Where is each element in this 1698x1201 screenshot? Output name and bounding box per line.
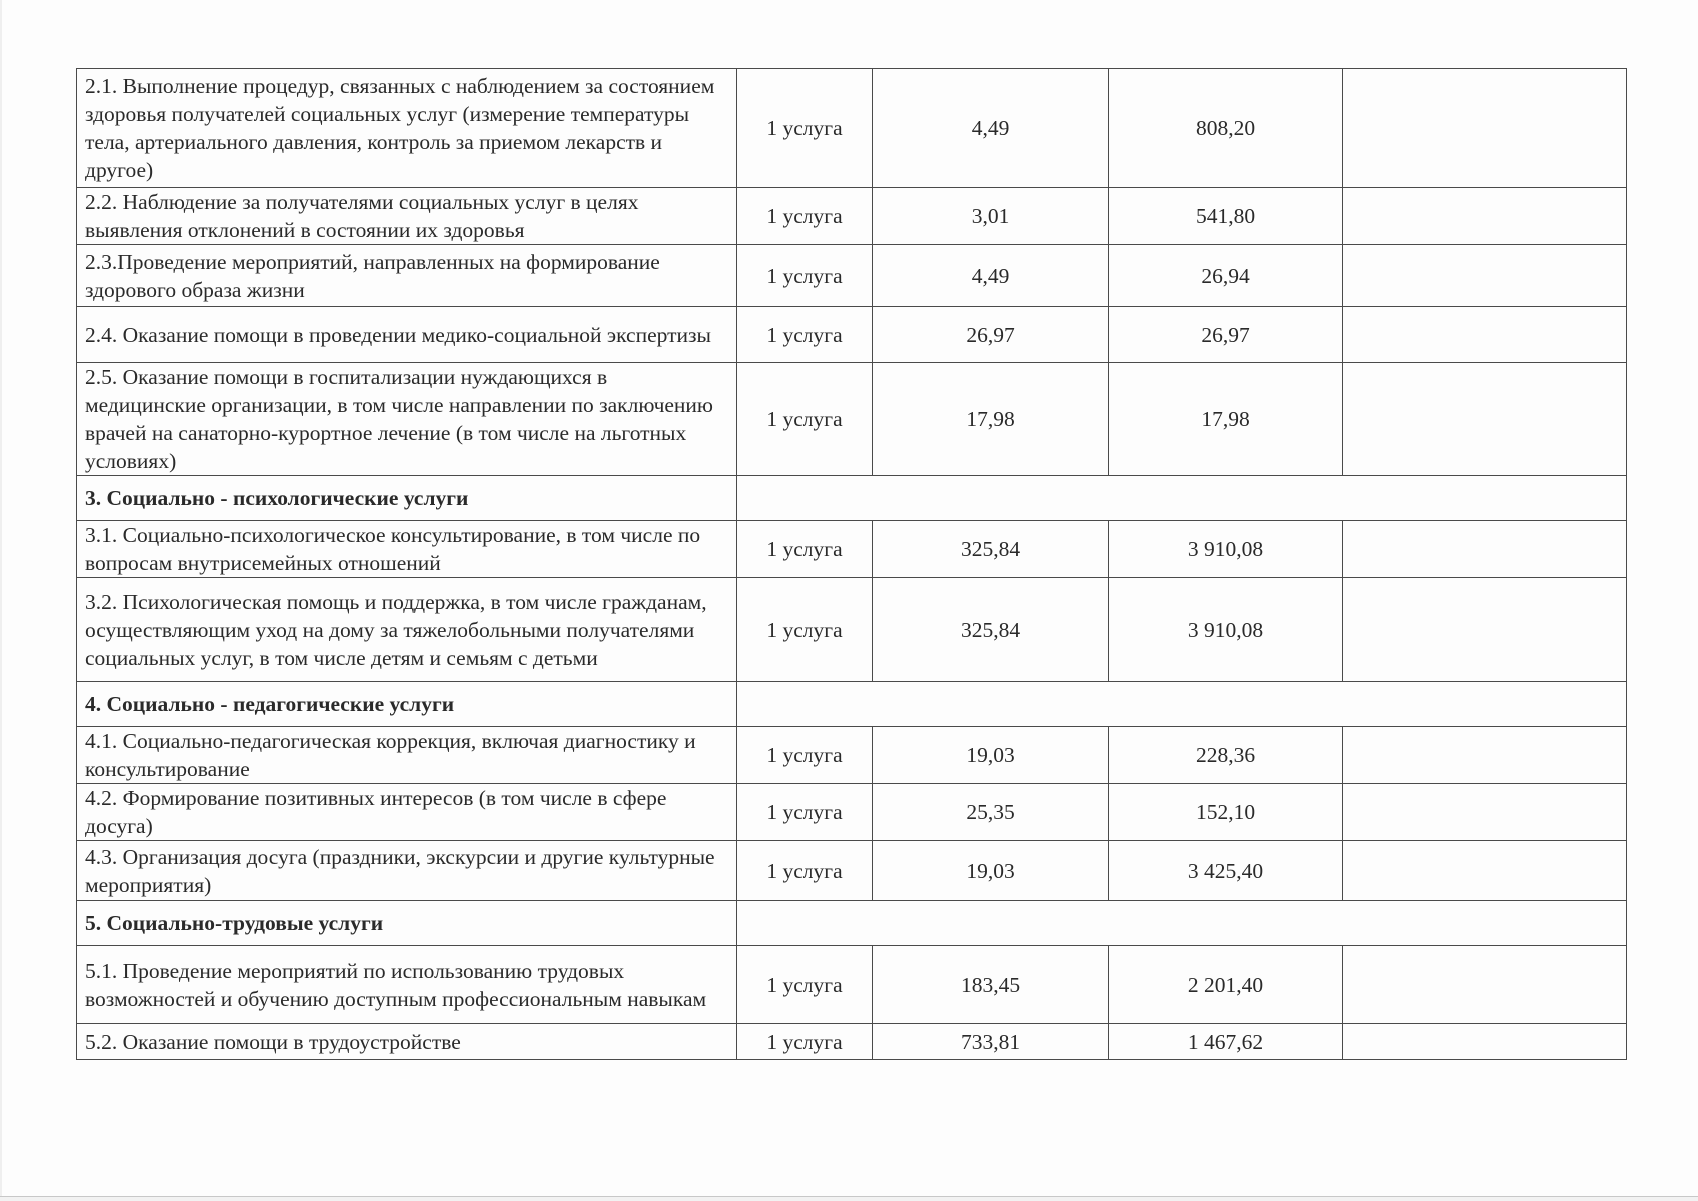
total-cell: 152,10 (1109, 784, 1343, 841)
service-name-cell: 2.4. Оказание помощи в проведении медико-социальной экспертизы (77, 307, 737, 363)
price-cell: 4,49 (873, 69, 1109, 188)
price-cell: 325,84 (873, 521, 1109, 578)
section-empty-cell (737, 682, 1627, 727)
unit-cell: 1 услуга (737, 521, 873, 578)
scan-edge (0, 0, 2, 1200)
note-cell (1343, 784, 1627, 841)
note-cell (1343, 69, 1627, 188)
total-cell: 3 425,40 (1109, 841, 1343, 901)
unit-cell: 1 услуга (737, 1024, 873, 1060)
price-cell: 4,49 (873, 245, 1109, 307)
note-cell (1343, 188, 1627, 245)
note-cell (1343, 578, 1627, 682)
table-row (77, 363, 1627, 476)
price-cell: 3,01 (873, 188, 1109, 245)
price-cell: 733,81 (873, 1024, 1109, 1060)
section-header-row (77, 476, 1627, 521)
total-cell: 2 201,40 (1109, 946, 1343, 1024)
unit-cell: 1 услуга (737, 841, 873, 901)
services-tariff-table (76, 68, 1627, 1060)
unit-cell: 1 услуга (737, 578, 873, 682)
table-row (77, 784, 1627, 841)
service-name-cell: 5.1. Проведение мероприятий по использованию трудовых возможностей и обучению доступным профессиональным навыкам (77, 946, 737, 1024)
table-row (77, 521, 1627, 578)
section-title: 4. Социально - педагогические услуги (77, 682, 737, 727)
service-name-cell: 3.2. Психологическая помощь и поддержка, в том числе гражданам, осуществляющим уход на дому за тяжелобольными получателями социальных услуг, в том числе детям и семьям с детьми (77, 578, 737, 682)
price-cell: 183,45 (873, 946, 1109, 1024)
table-row (77, 188, 1627, 245)
total-cell: 808,20 (1109, 69, 1343, 188)
service-name-cell: 3.1. Социально-психологическое консультирование, в том числе по вопросам внутрисемейных отношений (77, 521, 737, 578)
price-cell: 17,98 (873, 363, 1109, 476)
note-cell (1343, 363, 1627, 476)
unit-cell: 1 услуга (737, 307, 873, 363)
scan-edge (0, 1196, 1698, 1201)
table-row (77, 1024, 1627, 1060)
service-name-cell: 5.2. Оказание помощи в трудоустройстве (77, 1024, 737, 1060)
note-cell (1343, 1024, 1627, 1060)
service-name-cell: 2.3.Проведение мероприятий, направленных на формирование здорового образа жизни (77, 245, 737, 307)
section-title: 3. Социально - психологические услуги (77, 476, 737, 521)
table-row (77, 69, 1627, 188)
table-row (77, 841, 1627, 901)
section-header-row (77, 682, 1627, 727)
price-cell: 25,35 (873, 784, 1109, 841)
table-row (77, 727, 1627, 784)
unit-cell: 1 услуга (737, 784, 873, 841)
note-cell (1343, 307, 1627, 363)
note-cell (1343, 841, 1627, 901)
total-cell: 17,98 (1109, 363, 1343, 476)
service-name-cell: 4.2. Формирование позитивных интересов (в том числе в сфере досуга) (77, 784, 737, 841)
note-cell (1343, 727, 1627, 784)
total-cell: 3 910,08 (1109, 578, 1343, 682)
note-cell (1343, 521, 1627, 578)
unit-cell: 1 услуга (737, 946, 873, 1024)
section-empty-cell (737, 476, 1627, 521)
total-cell: 26,97 (1109, 307, 1343, 363)
total-cell: 541,80 (1109, 188, 1343, 245)
note-cell (1343, 946, 1627, 1024)
total-cell: 26,94 (1109, 245, 1343, 307)
section-title: 5. Социально-трудовые услуги (77, 901, 737, 946)
table-row (77, 245, 1627, 307)
price-cell: 19,03 (873, 727, 1109, 784)
service-name-cell: 2.2. Наблюдение за получателями социальных услуг в целях выявления отклонений в состоянии их здоровья (77, 188, 737, 245)
unit-cell: 1 услуга (737, 188, 873, 245)
section-empty-cell (737, 901, 1627, 946)
total-cell: 3 910,08 (1109, 521, 1343, 578)
service-name-cell: 2.1. Выполнение процедур, связанных с наблюдением за состоянием здоровья получателей социальных услуг (измерение температуры тела, артериального давления, контроль за приемом лекарств и другое) (77, 69, 737, 188)
price-cell: 19,03 (873, 841, 1109, 901)
unit-cell: 1 услуга (737, 727, 873, 784)
total-cell: 228,36 (1109, 727, 1343, 784)
service-name-cell: 4.1. Социально-педагогическая коррекция, включая диагностику и консультирование (77, 727, 737, 784)
table-row (77, 307, 1627, 363)
table-row (77, 946, 1627, 1024)
unit-cell: 1 услуга (737, 245, 873, 307)
unit-cell: 1 услуга (737, 69, 873, 188)
note-cell (1343, 245, 1627, 307)
price-cell: 325,84 (873, 578, 1109, 682)
unit-cell: 1 услуга (737, 363, 873, 476)
service-name-cell: 2.5. Оказание помощи в госпитализации нуждающихся в медицинские организации, в том числе направлении по заключению врачей на санаторно-курортное лечение (в том числе на льготных условиях) (77, 363, 737, 476)
service-name-cell: 4.3. Организация досуга (праздники, экскурсии и другие культурные мероприятия) (77, 841, 737, 901)
table-body (77, 69, 1627, 1060)
section-header-row (77, 901, 1627, 946)
table-row (77, 578, 1627, 682)
price-cell: 26,97 (873, 307, 1109, 363)
total-cell: 1 467,62 (1109, 1024, 1343, 1060)
